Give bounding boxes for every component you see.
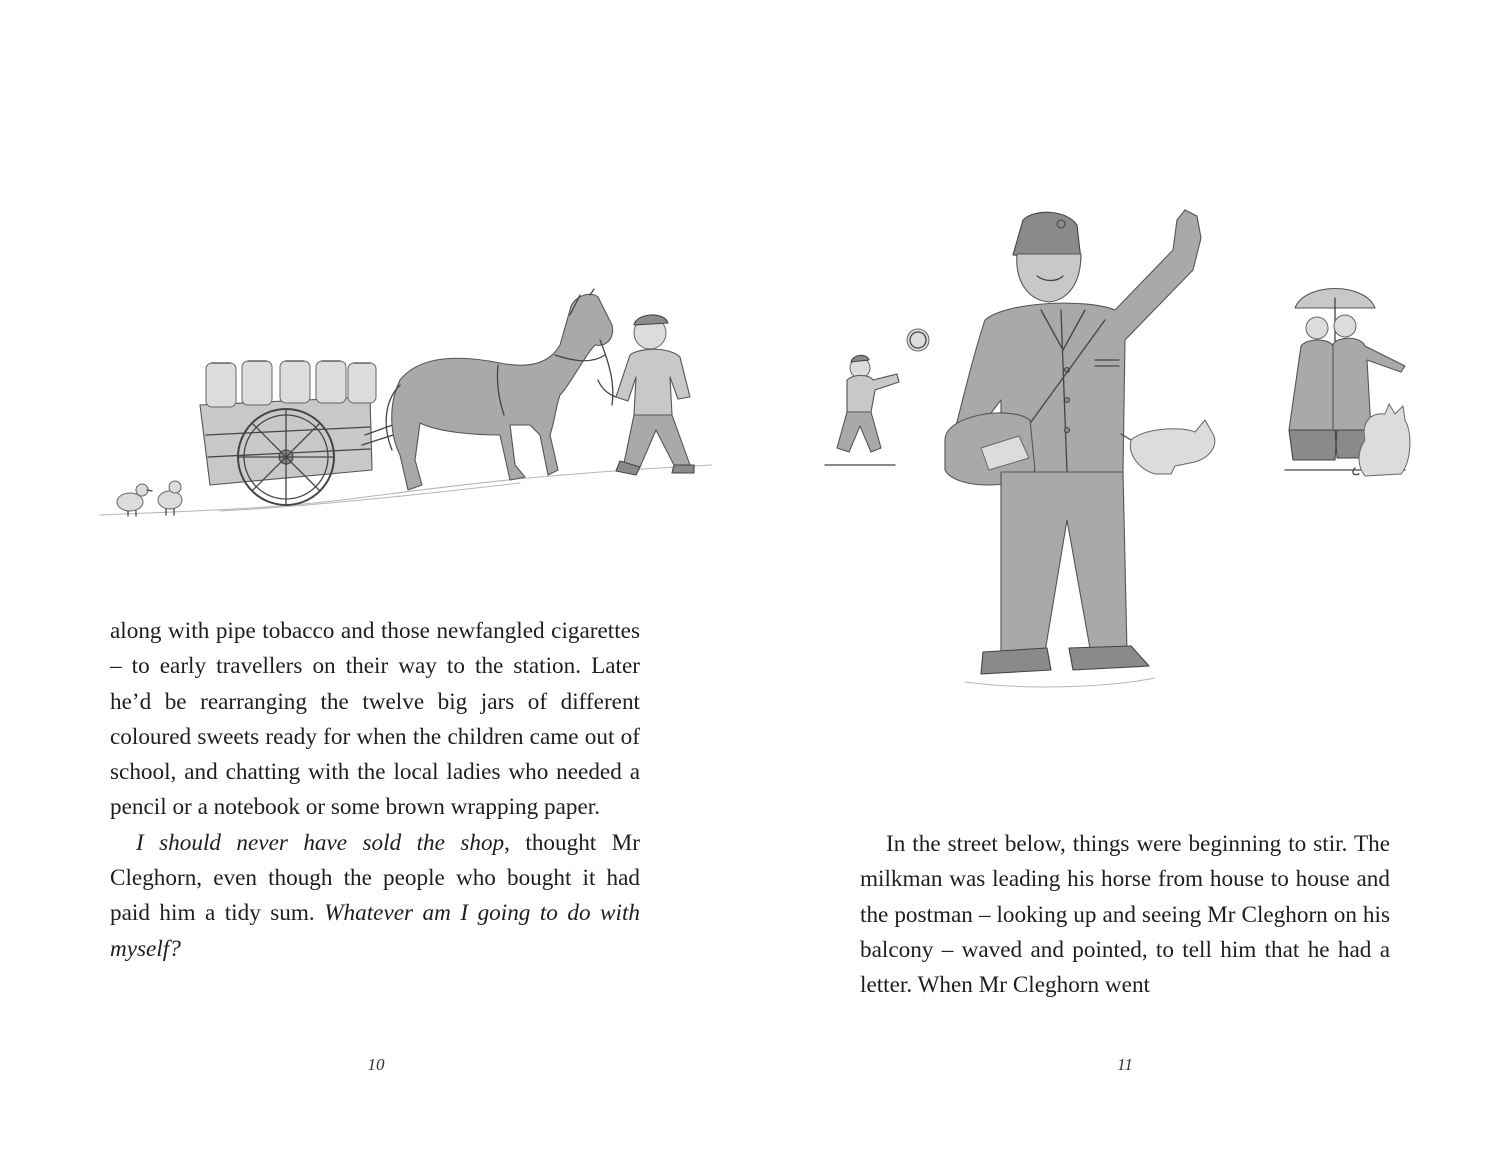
paragraph bbox=[860, 827, 1390, 1003]
dog-icon bbox=[1121, 420, 1215, 474]
text-run: I should never have sold the shop bbox=[136, 829, 505, 856]
milkman-icon bbox=[598, 315, 694, 475]
text-run: along with pipe tobacco and those newfangled cigarettes – to early travellers on their way to the station. Later he’d be rearranging the twelve big jars of different coloured sweets ready for when the children came out of school, and chatting with the local ladies who needed a pencil or a notebook or some brown wrapping paper. bbox=[110, 618, 640, 821]
text-run: , thought Mr Cleghorn, even though the people who bought it had paid him a tidy sum. bbox=[110, 829, 640, 927]
horse-icon bbox=[386, 289, 613, 490]
text-run: Whatever am I going to do with myself? bbox=[110, 900, 640, 962]
chicks-icon bbox=[117, 481, 182, 516]
right-body-text bbox=[860, 827, 1390, 1003]
page-number: 11 bbox=[1117, 1055, 1133, 1074]
right-page bbox=[750, 0, 1500, 1173]
boy-playing-ball-icon bbox=[825, 329, 929, 465]
paragraph bbox=[110, 826, 640, 967]
left-body-text bbox=[110, 614, 640, 967]
milk-cart-illustration bbox=[100, 285, 712, 525]
text-run: In the street below, things were beginning to stir. The milkman was leading his horse from house to house and the postman – looking up and seeing Mr Cleghorn on his balcony – waved and pointed, to tell him that he had a letter. When Mr Cleghorn went bbox=[860, 831, 1390, 999]
postman-street-illustration bbox=[805, 190, 1420, 705]
page-number: 10 bbox=[367, 1055, 385, 1074]
paragraph bbox=[110, 614, 640, 826]
